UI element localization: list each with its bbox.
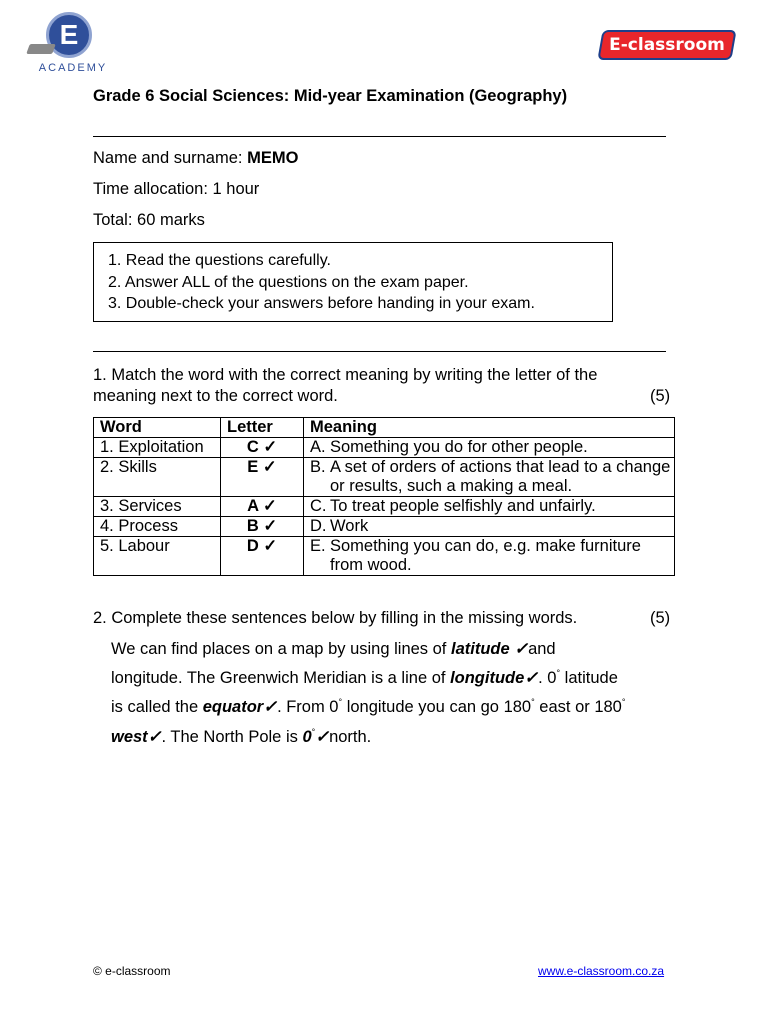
logo-classroom-text: E-classroom bbox=[609, 35, 725, 55]
table-row bbox=[94, 497, 675, 517]
answer-west: west✓ bbox=[111, 728, 162, 746]
word-cell: 3. Services bbox=[94, 497, 221, 517]
degree-symbol: ° bbox=[531, 697, 535, 707]
meaning-key: D. bbox=[310, 517, 327, 535]
sentence-text: is called the bbox=[111, 698, 203, 716]
meaning-cell bbox=[304, 517, 675, 537]
degree-symbol: ° bbox=[621, 697, 626, 707]
meaning-key: A. bbox=[310, 438, 326, 456]
word-cell: 4. Process bbox=[94, 517, 221, 537]
meaning-text: To treat people selfishly and unfairly. bbox=[330, 497, 596, 515]
logo-academy-text: ACADEMY bbox=[38, 62, 108, 74]
name-value: MEMO bbox=[247, 149, 299, 167]
meaning-key: E. bbox=[310, 537, 326, 555]
word-cell: 5. Labour bbox=[94, 537, 221, 576]
instruction-item: 2. Answer ALL of the questions on the exam paper. bbox=[108, 274, 469, 291]
name-label: Name and surname: bbox=[93, 149, 248, 167]
degree-symbol: ° bbox=[556, 668, 561, 678]
answer-longitude: longitude✓ bbox=[450, 669, 539, 687]
meaning-cell bbox=[304, 458, 675, 497]
q2-sentence-line bbox=[111, 639, 556, 659]
degree-symbol: ° bbox=[311, 727, 316, 737]
sentence-text: east or 180 bbox=[534, 698, 622, 716]
header-letter: Letter bbox=[221, 418, 304, 438]
name-line bbox=[93, 149, 298, 168]
divider bbox=[93, 351, 666, 352]
e-classroom-logo bbox=[597, 30, 736, 60]
q1-marks: (5) bbox=[650, 387, 671, 405]
meaning-text: A set of orders of actions that lead to a change or results, such a making a meal. bbox=[330, 458, 671, 495]
footer-copyright: © e-classroom bbox=[93, 964, 171, 978]
q2-sentence-line bbox=[111, 727, 371, 747]
q2-instruction: 2. Complete these sentences below by filling in the missing words. bbox=[93, 609, 578, 627]
q2-sentence-line bbox=[111, 697, 625, 717]
table-row bbox=[94, 517, 675, 537]
instruction-item: 1. Read the questions carefully. bbox=[108, 252, 331, 269]
word-cell: 1. Exploitation bbox=[94, 438, 221, 458]
footer-website-link[interactable]: www.e-classroom.co.za bbox=[538, 964, 665, 978]
meaning-cell bbox=[304, 497, 675, 517]
instructions-box bbox=[93, 242, 613, 322]
letter-cell: C ✓ bbox=[221, 438, 304, 458]
table-row bbox=[94, 537, 675, 576]
letter-cell: B ✓ bbox=[221, 517, 304, 537]
sentence-text: longitude you can go 180 bbox=[342, 698, 532, 716]
page-title: Grade 6 Social Sciences: Mid-year Examination (Geography) bbox=[93, 87, 568, 105]
sentence-text: and bbox=[528, 640, 556, 658]
sentence-text: . 0 bbox=[538, 669, 557, 687]
e-academy-logo bbox=[26, 10, 112, 78]
matching-table bbox=[93, 417, 675, 576]
answer-zero: 0 bbox=[302, 728, 312, 746]
q2-sentence-line bbox=[111, 668, 618, 688]
logo-letter: E bbox=[59, 19, 79, 50]
meaning-text: Something you can do, e.g. make furniture from wood. bbox=[330, 537, 641, 574]
header-word: Word bbox=[94, 418, 221, 438]
q2-marks: (5) bbox=[650, 609, 671, 627]
sentence-text: . The North Pole is bbox=[161, 728, 303, 746]
letter-cell: D ✓ bbox=[221, 537, 304, 576]
meaning-text: Work bbox=[330, 517, 369, 535]
meaning-key: C. bbox=[310, 497, 327, 515]
q1-text-line2: meaning next to the correct word. bbox=[93, 387, 338, 405]
table-row bbox=[94, 438, 675, 458]
table-row bbox=[94, 458, 675, 497]
meaning-cell bbox=[304, 537, 675, 576]
letter-cell: A ✓ bbox=[221, 497, 304, 517]
divider bbox=[93, 136, 666, 137]
meaning-text: Something you do for other people. bbox=[330, 438, 588, 456]
answer-latitude: latitude ✓ bbox=[450, 640, 529, 658]
q1-text-line1: 1. Match the word with the correct meaning by writing the letter of the bbox=[93, 366, 598, 384]
sentence-text: . From 0 bbox=[277, 698, 339, 716]
time-allocation: Time allocation: 1 hour bbox=[93, 180, 260, 198]
sentence-text: longitude. The Greenwich Meridian is a line of bbox=[111, 669, 451, 687]
meaning-cell bbox=[304, 438, 675, 458]
sentence-text: latitude bbox=[560, 669, 618, 687]
answer-equator: equator✓ bbox=[202, 698, 278, 716]
sentence-text: We can find places on a map by using lines of bbox=[111, 640, 451, 658]
header-meaning: Meaning bbox=[304, 418, 675, 438]
meaning-key: B. bbox=[310, 458, 326, 476]
graduation-cap-icon bbox=[26, 44, 56, 54]
table-header-row bbox=[94, 418, 675, 438]
sentence-text: north. bbox=[329, 728, 372, 746]
answer-tick: ✓ bbox=[315, 728, 330, 746]
letter-cell: E ✓ bbox=[221, 458, 304, 497]
total-marks: Total: 60 marks bbox=[93, 211, 205, 229]
word-cell: 2. Skills bbox=[94, 458, 221, 497]
instruction-item: 3. Double-check your answers before handing in your exam. bbox=[108, 295, 535, 312]
degree-symbol: ° bbox=[338, 697, 343, 707]
